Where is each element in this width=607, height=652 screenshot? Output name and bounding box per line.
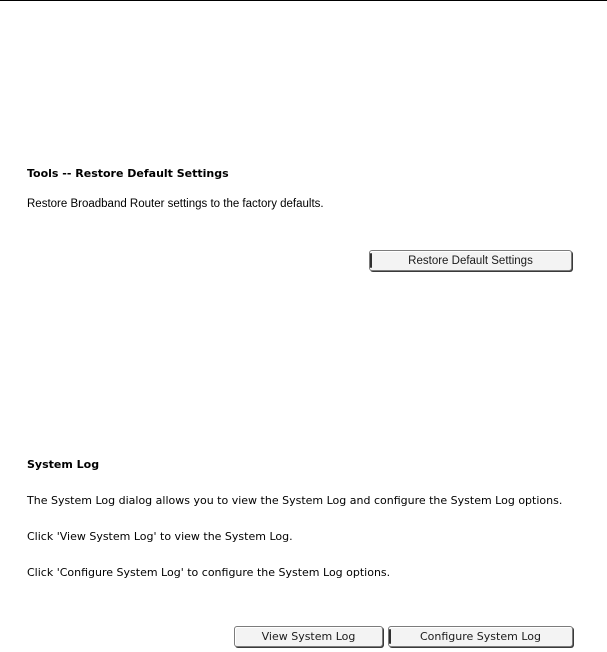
view-system-log-hint: Click 'View System Log' to view the System Log.: [27, 530, 293, 543]
button-edge: [389, 629, 391, 644]
view-system-log-button[interactable]: [234, 626, 383, 647]
configure-system-log-button-label: Configure System Log: [420, 630, 541, 643]
restore-defaults-description: Restore Broadband Router settings to the factory defaults.: [27, 198, 324, 210]
system-log-title: System Log: [27, 458, 100, 471]
configure-system-log-hint: Click 'Configure System Log' to configure the System Log options.: [27, 566, 391, 579]
button-edge: [370, 253, 372, 268]
top-divider: [0, 0, 607, 1]
system-log-description: The System Log dialog allows you to view the System Log and configure the System Log options.: [27, 494, 563, 507]
configure-system-log-button[interactable]: [388, 626, 573, 647]
restore-default-settings-button-label: Restore Default Settings: [408, 255, 533, 267]
restore-defaults-title: Tools -- Restore Default Settings: [27, 167, 229, 180]
view-system-log-button-label: View System Log: [261, 630, 356, 643]
restore-default-settings-button[interactable]: [369, 250, 572, 271]
